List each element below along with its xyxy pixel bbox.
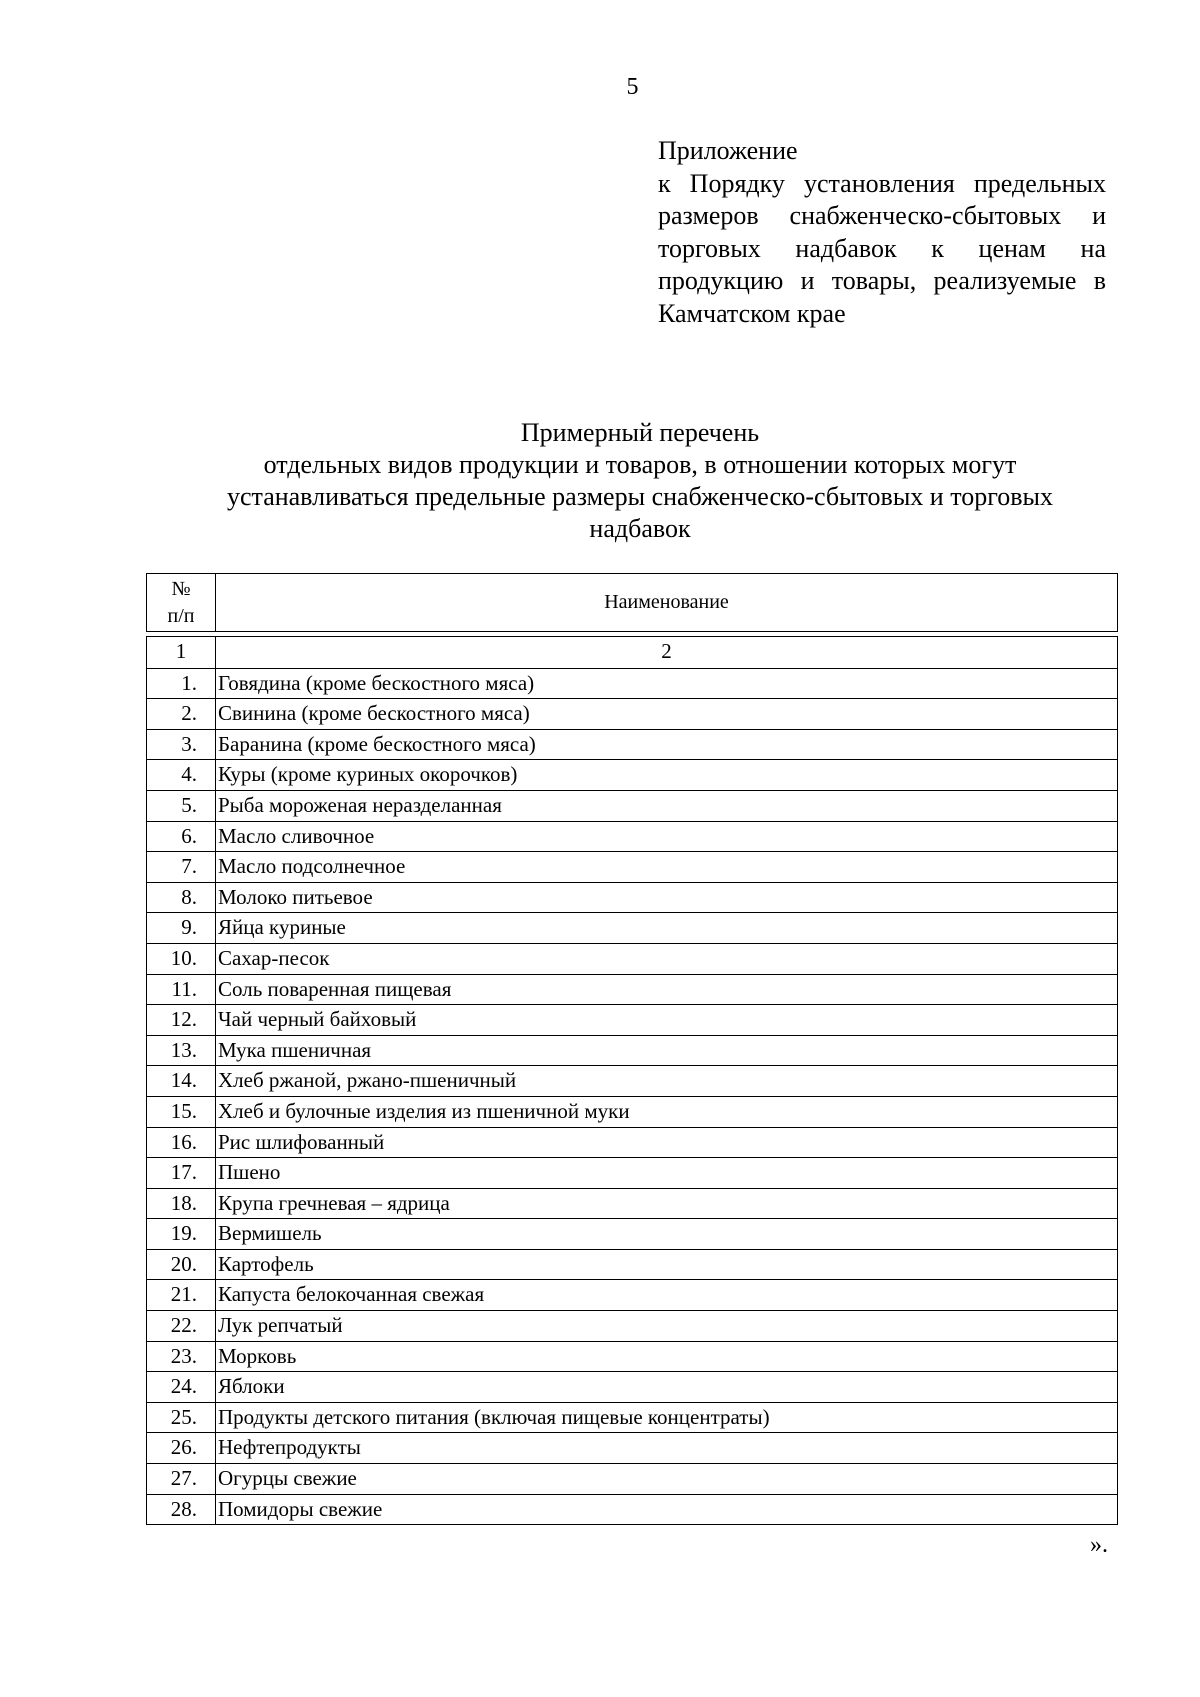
table-row bbox=[147, 851, 1117, 882]
document-title-line-4: надбавок bbox=[589, 514, 691, 543]
row-name: Вермишель bbox=[218, 1221, 322, 1246]
header-number-abbr: п/п bbox=[167, 605, 195, 627]
row-name: Мука пшеничная bbox=[218, 1037, 372, 1062]
header-name-column: Наименование bbox=[604, 591, 729, 613]
row-number: 3. bbox=[147, 730, 216, 760]
table-row bbox=[147, 1188, 1117, 1219]
row-number: 17. bbox=[147, 1158, 216, 1188]
table-row bbox=[147, 1218, 1117, 1249]
table-row bbox=[147, 1494, 1117, 1525]
table-row bbox=[147, 790, 1117, 821]
row-number: 8. bbox=[147, 883, 216, 913]
document-title bbox=[150, 417, 1130, 545]
column-index-2: 2 bbox=[661, 639, 672, 663]
table-row bbox=[147, 1249, 1117, 1280]
row-number: 10. bbox=[147, 944, 216, 974]
table-row bbox=[147, 1279, 1117, 1310]
row-name: Пшено bbox=[218, 1160, 281, 1185]
table-row bbox=[147, 1341, 1117, 1372]
row-number: 18. bbox=[147, 1189, 216, 1219]
appendix-block bbox=[658, 135, 1106, 330]
table-row bbox=[147, 974, 1117, 1005]
appendix-text: к Порядку установления предельных размеров снабженческо-сбытовых и торговых надбавок к ценам на продукцию и товары, реализуемые в Камчатском крае bbox=[658, 168, 1106, 328]
row-name: Картофель bbox=[218, 1251, 314, 1276]
table-row bbox=[147, 1004, 1117, 1035]
row-number: 7. bbox=[147, 852, 216, 882]
row-number: 22. bbox=[147, 1311, 216, 1341]
column-index-1: 1 bbox=[147, 637, 216, 668]
row-number: 20. bbox=[147, 1250, 216, 1280]
row-number: 19. bbox=[147, 1219, 216, 1249]
row-name: Яблоки bbox=[218, 1374, 285, 1399]
table-row bbox=[147, 912, 1117, 943]
row-number: 1. bbox=[147, 669, 216, 699]
row-number: 14. bbox=[147, 1066, 216, 1096]
table-row bbox=[147, 729, 1117, 760]
table-row bbox=[147, 1402, 1117, 1433]
row-name: Продукты детского питания (включая пищевые концентраты) bbox=[218, 1404, 770, 1429]
row-name: Масло подсолнечное bbox=[218, 854, 406, 879]
table-row bbox=[147, 943, 1117, 974]
row-name: Рыба мороженая неразделанная bbox=[218, 792, 502, 817]
row-number: 23. bbox=[147, 1342, 216, 1372]
row-name: Куры (кроме куриных окорочков) bbox=[218, 762, 518, 787]
row-number: 21. bbox=[147, 1280, 216, 1310]
row-name: Огурцы свежие bbox=[218, 1466, 357, 1491]
row-name: Морковь bbox=[218, 1343, 297, 1368]
row-name: Молоко питьевое bbox=[218, 884, 373, 909]
row-name: Капуста белокочанная свежая bbox=[218, 1282, 485, 1307]
table-row bbox=[147, 1371, 1117, 1402]
row-number: 2. bbox=[147, 699, 216, 729]
document-title-line-1: Примерный перечень bbox=[520, 418, 760, 447]
row-name: Рис шлифованный bbox=[218, 1129, 385, 1154]
table-row bbox=[147, 882, 1117, 913]
column-index-row bbox=[147, 637, 1117, 668]
row-number: 11. bbox=[147, 975, 216, 1005]
row-number: 16. bbox=[147, 1128, 216, 1158]
row-number: 5. bbox=[147, 791, 216, 821]
row-number: 25. bbox=[147, 1403, 216, 1433]
row-number: 6. bbox=[147, 822, 216, 852]
row-name: Соль поваренная пищевая bbox=[218, 976, 452, 1001]
row-name: Свинина (кроме бескостного мяса) bbox=[218, 701, 530, 726]
table-row bbox=[147, 1432, 1117, 1463]
row-name: Яйца куриные bbox=[218, 915, 346, 940]
row-name: Нефтепродукты bbox=[218, 1435, 361, 1460]
document-title-line-3: устанавливаться предельные размеры снабженческо-сбытовых и торговых bbox=[226, 482, 1054, 511]
table-row bbox=[147, 1096, 1117, 1127]
page-number: 5 bbox=[626, 74, 639, 100]
document-title-line-2: отдельных видов продукции и товаров, в отношении которых могут bbox=[263, 450, 1017, 479]
table-row bbox=[147, 698, 1117, 729]
row-name: Сахар-песок bbox=[218, 945, 330, 970]
row-name: Помидоры свежие bbox=[218, 1496, 383, 1521]
closing-quote: ». bbox=[1090, 1532, 1108, 1558]
table-header bbox=[146, 573, 1118, 632]
table-row bbox=[147, 1463, 1117, 1494]
row-name: Лук репчатый bbox=[218, 1313, 343, 1338]
table-row bbox=[147, 1310, 1117, 1341]
row-number: 15. bbox=[147, 1097, 216, 1127]
table-row bbox=[147, 1065, 1117, 1096]
row-name: Хлеб ржаной, ржано-пшеничный bbox=[218, 1068, 517, 1093]
row-number: 27. bbox=[147, 1464, 216, 1494]
table-row bbox=[147, 1127, 1117, 1158]
table-row bbox=[147, 1157, 1117, 1188]
row-name: Крупа гречневая – ядрица bbox=[218, 1190, 450, 1215]
appendix-title: Приложение bbox=[658, 136, 798, 165]
header-number-column bbox=[147, 574, 216, 631]
row-number: 28. bbox=[147, 1495, 216, 1525]
table-row bbox=[147, 1035, 1117, 1066]
header-number-symbol: № bbox=[171, 578, 191, 600]
row-name: Хлеб и булочные изделия из пшеничной муки bbox=[218, 1098, 630, 1123]
row-name: Говядина (кроме бескостного мяса) bbox=[218, 670, 535, 695]
row-name: Масло сливочное bbox=[218, 823, 375, 848]
row-name: Чай черный байховый bbox=[218, 1007, 417, 1032]
table-row bbox=[147, 821, 1117, 852]
items-table bbox=[146, 636, 1118, 1525]
row-number: 24. bbox=[147, 1372, 216, 1402]
row-number: 13. bbox=[147, 1036, 216, 1066]
row-number: 26. bbox=[147, 1433, 216, 1463]
row-number: 4. bbox=[147, 760, 216, 790]
row-name: Баранина (кроме бескостного мяса) bbox=[218, 731, 536, 756]
row-number: 12. bbox=[147, 1005, 216, 1035]
table-row bbox=[147, 668, 1117, 699]
table-row bbox=[147, 759, 1117, 790]
row-number: 9. bbox=[147, 913, 216, 943]
